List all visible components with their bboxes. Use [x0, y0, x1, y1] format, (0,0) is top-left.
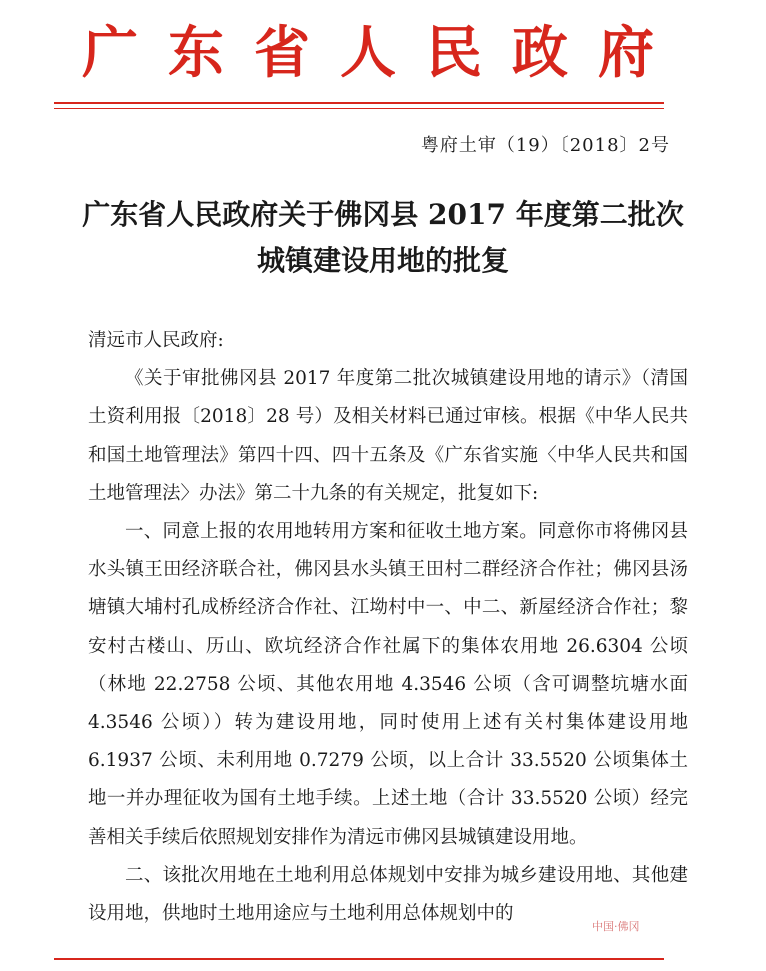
issuer-masthead: 广东省人民政府: [82, 21, 684, 86]
site-watermark: 中国·佛冈: [592, 920, 640, 933]
salutation: 清远市人民政府:: [88, 330, 224, 351]
footer-divider: [54, 958, 664, 960]
header-divider: [54, 102, 664, 104]
body-paragraph-1: 《关于审批佛冈县 2017 年度第二批次城镇建设用地的请示》（清国土资利用报〔2018〕28 号）及相关材料已通过审核。根据《中华人民共和国土地管理法》第四十四、四十五条及《广东省实施〈中华人民共和国土地管理法〉办法》第二十九条的有关规定，批复如下:: [88, 368, 688, 504]
body-paragraph-3: 二、该批次用地在土地利用总体规划中安排为城乡建设用地、其他建设用地，供地时土地用途应与土地利用总体规划中的: [88, 864, 688, 925]
document-number: 粤府土审（19）〔2018〕2号: [420, 135, 670, 156]
document-body: [88, 322, 688, 933]
header-divider-thin: [54, 108, 664, 109]
title-line-2: 城镇建设用地的批复: [256, 244, 509, 277]
body-paragraph-2: 一、同意上报的农用地转用方案和征收土地方案。同意你市将佛冈县水头镇王田经济联合社，佛冈县水头镇王田村二群经济合作社；佛冈县汤塘镇大埔村孔成桥经济合作社、江坳村中一、中二、新屋经济合作社；黎安村古楼山、历山、欧坑经济合作社属下的集体农用地 26.6304 公顷（林地 22.2758 公顷、其他农用地 4.3546 公顷（含可调整坑塘水面 4.3546 公顷））转为建设用地，同时使用上述有关村集体建设用地 6.1937 公顷、未利用地 0.7279 公顷，以上合计 33.5520 公顷集体土地一并办理征收为国有土地手续。上述土地（合计 33.5520 公顷）经完善相关手续后依照规划安排作为清远市佛冈县城镇建设用地。: [88, 521, 688, 848]
document-title: [60, 192, 706, 284]
title-line-1: 广东省人民政府关于佛冈县 2017 年度第二批次: [82, 198, 684, 231]
